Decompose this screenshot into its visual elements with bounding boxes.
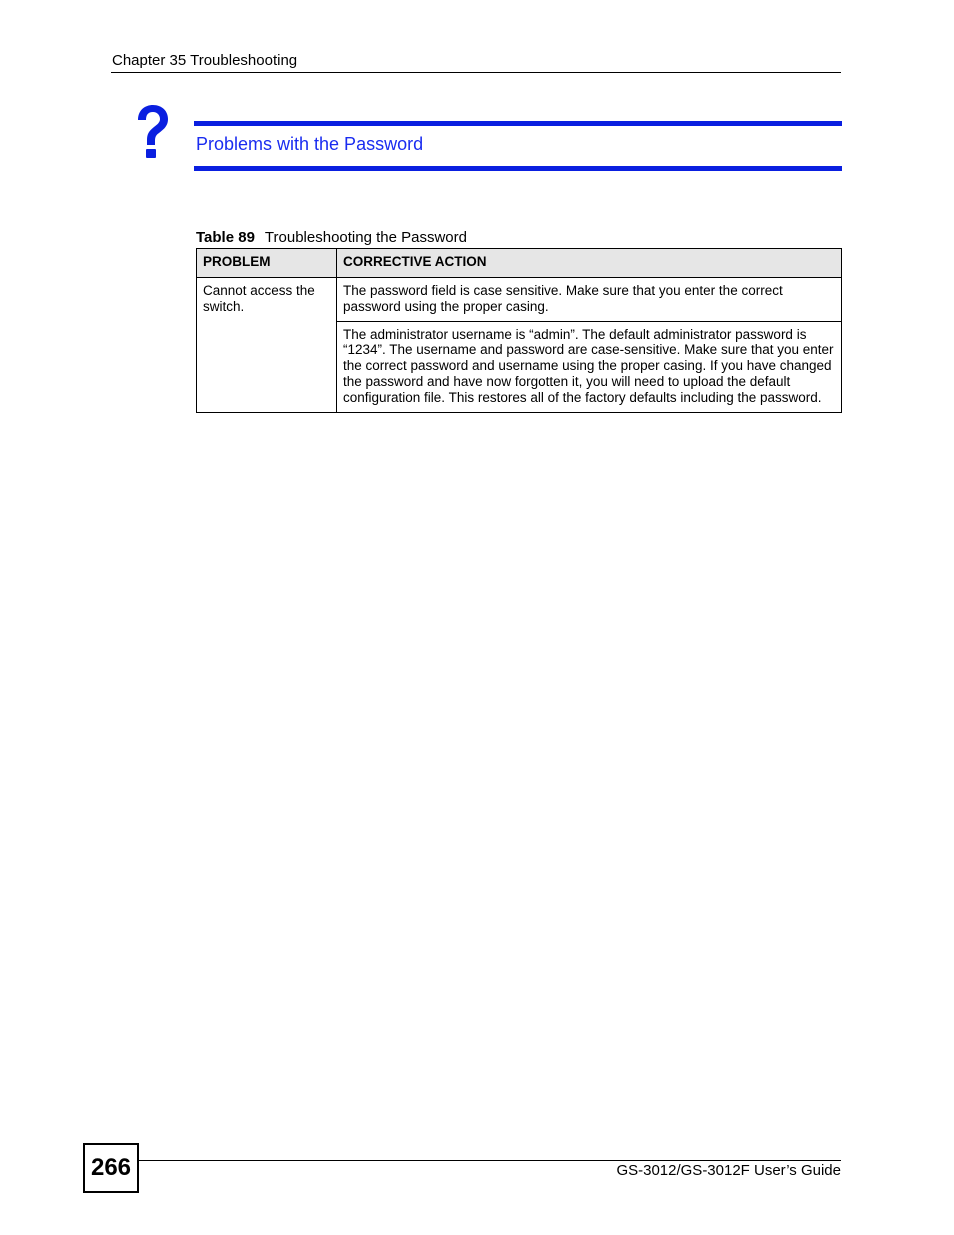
table-header-row [197, 249, 842, 278]
section-rule-top [194, 121, 842, 126]
header-divider [111, 72, 841, 73]
table-caption-label: Table 89 [196, 229, 255, 246]
action-cell: The password field is case sensitive. Make sure that you enter the correct password using the proper casing. [337, 278, 842, 322]
column-header-corrective-action: CORRECTIVE ACTION [337, 249, 842, 278]
column-header-problem: PROBLEM [197, 249, 337, 278]
problem-cell: Cannot access the switch. [197, 278, 337, 413]
section-rule-bottom [194, 166, 842, 171]
question-mark-icon [133, 104, 173, 164]
page-number: 266 [83, 1143, 139, 1193]
action-cell: The administrator username is “admin”. The default administrator password is “1234”. The username and password are case-sensitive. Make sure that you enter the correct password and username using the proper casing. If you have changed the password and have now forgotten it, you will need to upload the default configuration file. This restores all of the factory defaults including the password. [337, 321, 842, 412]
section-title: Problems with the Password [196, 134, 424, 154]
table-caption [196, 228, 467, 248]
table-row [197, 278, 842, 322]
running-header: Chapter 35 Troubleshooting [112, 52, 298, 69]
guide-title: GS-3012/GS-3012F User’s Guide [616, 1162, 841, 1179]
troubleshooting-table [196, 248, 842, 413]
table-caption-text: Troubleshooting the Password [264, 229, 467, 246]
